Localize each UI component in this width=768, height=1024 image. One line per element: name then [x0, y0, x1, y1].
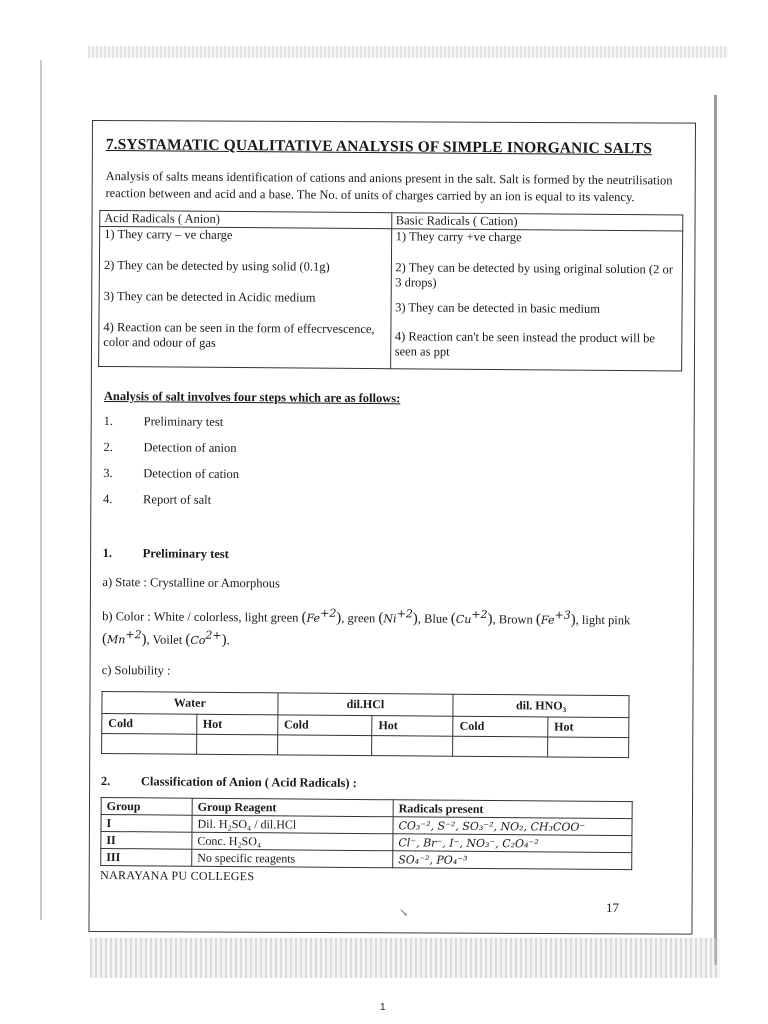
ion-co: Co [190, 633, 206, 648]
step-number: 4. [103, 491, 113, 507]
footer-page-number: 17 [606, 900, 619, 915]
ion-fe3-charge: +3 [554, 608, 571, 622]
sol-sub-header: Hot [196, 715, 277, 736]
sol-empty-cell [453, 737, 548, 758]
acid-radicals-header: Acid Radicals ( Anion) [100, 210, 392, 228]
ion-co-charge: 2+ [205, 628, 222, 643]
scan-artifact-left [40, 60, 42, 920]
pdf-page-number: 1 [380, 1002, 386, 1013]
color-label: Blue [424, 611, 448, 626]
sol-header-hcl: dil.HCl [278, 693, 454, 716]
sol-sub-header: Cold [277, 715, 372, 736]
section-1-number: 1. [102, 545, 113, 561]
basic-point-3: 3) They can be detected in basic medium [395, 300, 601, 316]
solubility-label [102, 661, 684, 684]
document-body [100, 128, 688, 888]
radicals-table [98, 210, 683, 372]
basic-radicals-cell [390, 229, 683, 371]
scan-artifact-top [88, 46, 728, 58]
state-line: a) State : Crystalline or Amorphous [102, 574, 280, 591]
step-text: Report of salt [143, 492, 212, 507]
list-item [103, 492, 685, 523]
color-label: Brown [498, 612, 533, 627]
acid-radicals-cell [99, 226, 392, 368]
sol-empty-cell [372, 736, 453, 757]
cls-radicals: Cl⁻, Br⁻, I⁻, NO₃⁻, C₂O₄⁻² [393, 834, 632, 853]
basic-point-2: 2) They can be detected by using original solution (2 or 3 drops) [395, 260, 673, 290]
acid-point-4: 4) Reaction can be seen in the form of effecrvescence, color and odour of gas [103, 319, 375, 350]
step-text: Preliminary test [143, 414, 224, 429]
sol-empty-cell [196, 735, 277, 756]
mouse-cursor-icon: ↘ [399, 907, 409, 919]
section-1-title: Preliminary test [142, 546, 229, 561]
color-label: green [347, 611, 376, 626]
ion-mn: Mn [106, 633, 126, 647]
sol-header-hno3: dil. HNO₃ [453, 695, 629, 718]
sol-sub-header: Hot [548, 717, 629, 738]
footer-college: NARAYANA PU COLLEGES [100, 868, 255, 884]
sol-header-water: Water [102, 692, 278, 715]
section-2-number: 2. [100, 774, 111, 789]
sol-empty-cell [547, 737, 628, 758]
intro-paragraph: Analysis of salts means identification of cations and anions present in the salt. Salt is formed by the neutrilisation reaction between and acid and a base. The No. of units of charges carried by an ion is equal to its valency. [105, 168, 673, 205]
step-number: 2. [103, 439, 113, 455]
ion-fe2-charge: +2 [320, 606, 337, 620]
color-label: light pink [581, 612, 631, 628]
sol-sub-header: Cold [453, 717, 548, 738]
acid-point-3: 3) They can be detected in Acidic medium [103, 288, 316, 305]
classification-table [100, 797, 633, 870]
steps-heading: Analysis of salt involves four steps which are as follows: [103, 388, 401, 406]
cls-reagent: Conc. H₂SO₄ [192, 833, 393, 852]
scan-artifact-bottom [90, 938, 720, 978]
basic-radicals-header: Basic Radicals ( Cation) [391, 213, 683, 231]
sol-sub-header: Cold [102, 714, 197, 735]
page-title: 7.SYSTAMATIC QUALITATIVE ANALYSIS OF SIMPLE INORGANIC SALTS [105, 135, 653, 158]
ion-fe3: Fe [540, 613, 555, 627]
cls-reagent: No specific reagents [192, 850, 393, 869]
cls-header-radicals: Radicals present [393, 800, 632, 819]
steps-list [103, 414, 686, 523]
cls-group: I [101, 815, 192, 833]
sol-empty-cell [277, 735, 372, 756]
section-1-heading [103, 546, 685, 566]
step-number: 3. [103, 465, 113, 481]
sol-empty-cell [102, 734, 197, 755]
section-2-heading [101, 774, 683, 794]
section-2-title: Classification of Anion ( Acid Radicals) : [140, 774, 357, 791]
basic-point-1: 1) They carry +ve charge [395, 229, 522, 245]
cls-radicals: CO₃⁻², S⁻², SO₃⁻², NO₂, CH₃COO⁻ [393, 817, 632, 836]
solubility-text: c) Solubility : [101, 663, 171, 678]
acid-point-1: 1) They carry – ve charge [104, 226, 233, 242]
cls-group: III [101, 849, 192, 867]
cls-group: II [101, 832, 192, 850]
step-text: Detection of anion [143, 440, 237, 456]
step-number: 1. [103, 413, 114, 429]
solubility-table [101, 691, 629, 758]
scan-artifact-right [714, 95, 717, 965]
table-row [101, 849, 632, 870]
ion-fe2: Fe [306, 611, 321, 625]
ion-ni-charge: +2 [396, 607, 413, 621]
ion-ni: Ni [383, 612, 397, 626]
sol-sub-header: Hot [372, 716, 453, 737]
ion-cu-charge: +2 [471, 607, 488, 622]
basic-point-4: 4) Reaction can't be seen instead the product will be seen as ppt [394, 329, 656, 359]
color-label: Voilet [152, 632, 183, 647]
color-prefix: b) Color : White / colorless, light green [102, 609, 299, 625]
cls-reagent: Dil. H₂SO₄ / dil.HCl [192, 816, 393, 835]
acid-point-2: 2) They can be detected by using solid (0.1g) [103, 257, 330, 274]
color-line: b) Color : White / colorless, light green $(Fe^{+2})$, green $(Ni^{+2})$, Blue $(Cu^{+2})$, Brown $(Fe^{+3})$, light pink $(Mn^{+2})$, Voilet $(Co^{2+})$. [101, 606, 631, 649]
step-text: Detection of cation [143, 466, 240, 482]
cls-radicals: SO₄⁻², PO₄⁻³ [393, 851, 632, 870]
cls-header-reagent: Group Reagent [192, 799, 393, 818]
ion-mn-charge: +2 [125, 628, 142, 642]
ion-cu: Cu [455, 612, 472, 627]
cls-header-group: Group [101, 798, 192, 816]
